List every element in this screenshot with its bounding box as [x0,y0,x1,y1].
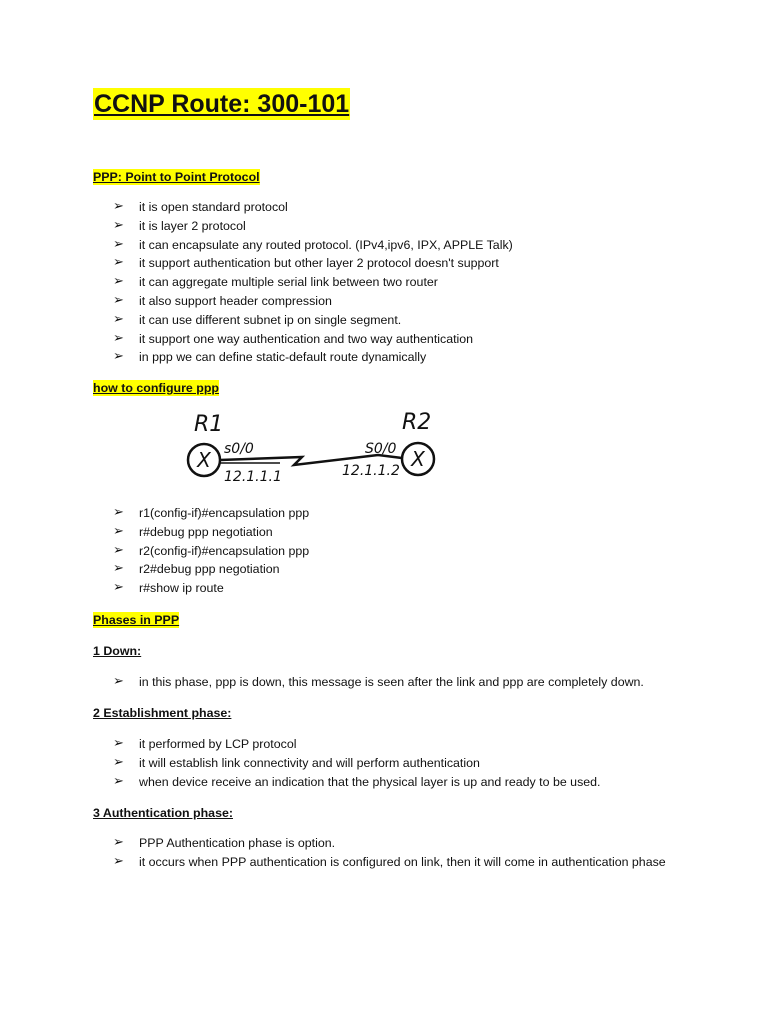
bullet-arrow-icon: ➢ [113,773,124,789]
router1-label: R1 [194,412,224,437]
router2-interface: S0/0 [365,441,397,457]
phase3-heading: 3 Authentication phase: [93,806,233,820]
router2-symbol: X [411,447,425,471]
list-item: ➢ r1(config-if)#encapsulation ppp [0,504,309,523]
ppp-feature-list [0,198,513,367]
list-item: ➢ it is layer 2 protocol [0,217,513,236]
list-item: ➢ when device receive an indication that the physical layer is up and ready to be used. [0,773,601,792]
list-item: ➢ it support authentication but other layer 2 protocol doesn't support [0,254,513,273]
network-diagram [180,405,450,490]
router1-ip: 12.1.1.1 [224,469,282,485]
phase1-heading: 1 Down: [93,644,142,658]
list-item: ➢ r2(config-if)#encapsulation ppp [0,542,309,561]
router1-symbol: X [197,448,211,472]
phase2-heading: 2 Establishment phase: [93,706,232,720]
phase2-list [0,735,601,791]
phase1-list [0,673,644,692]
list-item: ➢ it will establish link connectivity and will perform authentication [0,754,601,773]
bullet-arrow-icon: ➢ [113,523,124,539]
list-item: ➢ it can encapsulate any routed protocol. (IPv4,ipv6, IPX, APPLE Talk) [0,236,513,255]
configure-command-list [0,504,309,598]
bullet-arrow-icon: ➢ [113,255,124,271]
bullet-arrow-icon: ➢ [113,505,124,520]
list-item: ➢ it performed by LCP protocol [0,735,601,754]
list-item: ➢ it occurs when PPP authentication is configured on link, then it will come in authentication phase [0,853,669,872]
bullet-arrow-icon: ➢ [113,542,124,558]
bullet-arrow-icon: ➢ [113,330,124,346]
router1-interface: s0/0 [224,441,254,457]
bullet-arrow-icon: ➢ [113,199,124,214]
phases-heading: Phases in PPP [93,613,180,627]
list-item: ➢ in ppp we can define static-default route dynamically [0,348,513,367]
bullet-arrow-icon: ➢ [113,674,124,689]
bullet-arrow-icon: ➢ [113,236,124,252]
phase3-list [0,834,669,872]
list-item: ➢ it can use different subnet ip on single segment. [0,311,513,330]
list-item: ➢ it is open standard protocol [0,198,513,217]
bullet-arrow-icon: ➢ [113,853,124,869]
bullet-arrow-icon: ➢ [113,311,124,327]
list-item: ➢ it also support header compression [0,292,513,311]
bullet-arrow-icon: ➢ [113,835,124,850]
bullet-arrow-icon: ➢ [113,274,124,290]
list-item: ➢ PPP Authentication phase is option. [0,834,669,853]
bullet-arrow-icon: ➢ [113,754,124,770]
list-item: ➢ r#debug ppp negotiation [0,523,309,542]
bullet-arrow-icon: ➢ [113,580,124,596]
ppp-heading: PPP: Point to Point Protocol [93,170,260,184]
list-item: ➢ r#show ip route [0,579,309,598]
page-title: CCNP Route: 300-101 [94,90,350,118]
bullet-arrow-icon: ➢ [113,292,124,308]
bullet-arrow-icon: ➢ [113,561,124,577]
configure-heading: how to configure ppp [93,381,219,395]
bullet-arrow-icon: ➢ [113,349,124,365]
list-item: ➢ it support one way authentication and two way authentication [0,330,513,349]
router2-ip: 12.1.1.2 [342,463,400,479]
list-item: ➢ in this phase, ppp is down, this message is seen after the link and ppp are completely down. [0,673,644,692]
bullet-arrow-icon: ➢ [113,736,124,751]
list-item: ➢ r2#debug ppp negotiation [0,560,309,579]
bullet-arrow-icon: ➢ [113,217,124,233]
router2-label: R2 [402,410,432,435]
list-item: ➢ it can aggregate multiple serial link between two router [0,273,513,292]
